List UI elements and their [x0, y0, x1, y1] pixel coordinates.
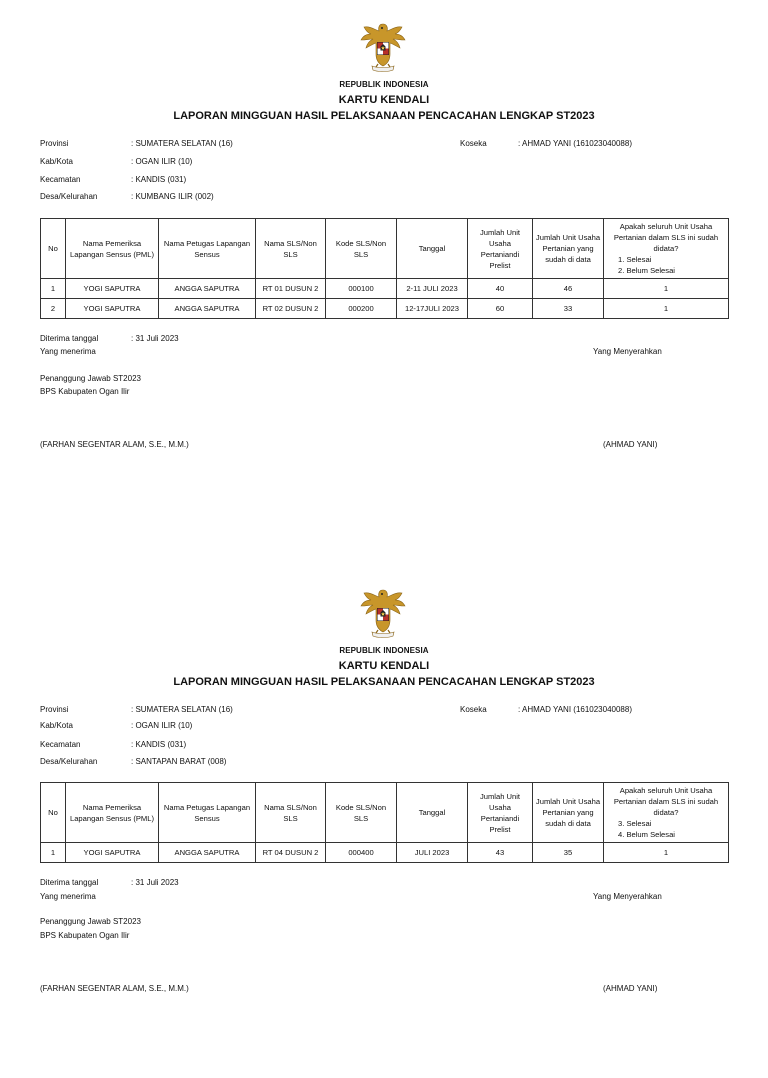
kartu-kendali-form-2	[0, 566, 768, 1078]
cell-petugas: ANGGA SAPUTRA	[159, 843, 256, 863]
kecamatan-label: Kecamatan	[40, 740, 81, 749]
cell-prelist: 43	[468, 843, 533, 863]
cell-pml: YOGI SAPUTRA	[66, 279, 159, 299]
diterima-value: : 31 Juli 2023	[131, 334, 179, 343]
cell-status: 1	[604, 279, 729, 299]
yang-menyerahkan-label: Yang Menyerahkan	[593, 892, 662, 901]
cell-tanggal: 12-17JULI 2023	[397, 299, 468, 319]
yang-menerima-label: Yang menerima	[40, 892, 96, 901]
option-belum-selesai: 2. Belum Selesai	[618, 266, 675, 275]
table-row	[41, 843, 729, 863]
apakah-question: Apakah seluruh Unit Usaha Pertanian dalam SLS ini sudah didata?	[613, 222, 719, 253]
col-header-jumlah-prelist: Jumlah Unit Usaha Pertaniandi Prelist	[468, 219, 533, 279]
col-header-apakah	[604, 783, 729, 843]
cell-kode-sls: 000400	[326, 843, 397, 863]
col-header-jumlah-prelist: Jumlah Unit Usaha Pertaniandi Prelist	[468, 783, 533, 843]
yang-menyerahkan-label: Yang Menyerahkan	[593, 347, 662, 356]
cell-no: 2	[41, 299, 66, 319]
cell-nama-sls: RT 01 DUSUN 2	[256, 279, 326, 299]
cell-didata: 46	[533, 279, 604, 299]
col-header-no: No	[41, 219, 66, 279]
col-header-tanggal: Tanggal	[397, 783, 468, 843]
kartu-kendali-table	[40, 782, 729, 863]
kecamatan-value: : KANDIS (031)	[131, 740, 187, 749]
kabkota-value: : OGAN ILIR (10)	[131, 157, 193, 166]
republik-heading: REPUBLIK INDONESIA	[339, 646, 429, 655]
col-header-nama-sls: Nama SLS/Non SLS	[256, 783, 326, 843]
cell-tanggal: JULI 2023	[397, 843, 468, 863]
cell-no: 1	[41, 279, 66, 299]
desa-label: Desa/Kelurahan	[40, 757, 98, 766]
col-header-pml: Nama Pemeriksa Lapangan Sensus (PML)	[66, 219, 159, 279]
cell-nama-sls: RT 04 DUSUN 2	[256, 843, 326, 863]
cell-status: 1	[604, 843, 729, 863]
apakah-question: Apakah seluruh Unit Usaha Pertanian dalam SLS ini sudah didata?	[613, 786, 719, 817]
desa-value: : KUMBANG ILIR (002)	[131, 192, 214, 201]
kabkota-value: : OGAN ILIR (10)	[131, 721, 193, 730]
diterima-value: : 31 Juli 2023	[131, 878, 179, 887]
kartu-kendali-form-1	[0, 0, 768, 512]
option-selesai: 1. Selesai	[618, 255, 652, 264]
yang-menerima-label: Yang menerima	[40, 347, 96, 356]
laporan-title: LAPORAN MINGGUAN HASIL PELAKSANAAN PENCACAHAN LENGKAP ST2023	[173, 676, 595, 688]
provinsi-label: Provinsi	[40, 705, 69, 714]
garuda-emblem-icon	[358, 20, 408, 74]
kartu-kendali-table	[40, 218, 729, 319]
table-row	[41, 299, 729, 319]
col-header-petugas: Nama Petugas Lapangan Sensus	[159, 783, 256, 843]
kecamatan-value: : KANDIS (031)	[131, 175, 187, 184]
cell-kode-sls: 000100	[326, 279, 397, 299]
signature-name-right: (AHMAD YANI)	[603, 984, 658, 993]
diterima-label: Diterima tanggal	[40, 334, 99, 343]
cell-tanggal: 2-11 JULI 2023	[397, 279, 468, 299]
col-header-no: No	[41, 783, 66, 843]
penanggung-jawab-label: Penanggung Jawab ST2023	[40, 917, 141, 926]
table-row	[41, 279, 729, 299]
republik-heading: REPUBLIK INDONESIA	[339, 80, 429, 89]
kecamatan-label: Kecamatan	[40, 175, 81, 184]
cell-prelist: 40	[468, 279, 533, 299]
bps-label: BPS Kabupaten Ogan Ilir	[40, 387, 130, 396]
bps-label: BPS Kabupaten Ogan Ilir	[40, 931, 130, 940]
cell-pml: YOGI SAPUTRA	[66, 299, 159, 319]
signature-name-right: (AHMAD YANI)	[603, 440, 658, 449]
col-header-pml: Nama Pemeriksa Lapangan Sensus (PML)	[66, 783, 159, 843]
provinsi-value: : SUMATERA SELATAN (16)	[131, 705, 233, 714]
cell-no: 1	[41, 843, 66, 863]
kartu-title: KARTU KENDALI	[338, 660, 430, 672]
diterima-label: Diterima tanggal	[40, 878, 99, 887]
koseka-value: : AHMAD YANI (161023040088)	[518, 705, 632, 714]
signature-name-left: (FARHAN SEGENTAR ALAM, S.E., M.M.)	[40, 984, 189, 993]
col-header-jumlah-didata: Jumlah Unit Usaha Pertanian yang sudah di data	[533, 219, 604, 279]
kabkota-label: Kab/Kota	[40, 157, 73, 166]
cell-prelist: 60	[468, 299, 533, 319]
koseka-value: : AHMAD YANI (161023040088)	[518, 139, 632, 148]
garuda-emblem-icon	[358, 586, 408, 640]
option-selesai: 3. Selesai	[618, 819, 652, 828]
cell-petugas: ANGGA SAPUTRA	[159, 299, 256, 319]
col-header-apakah	[604, 219, 729, 279]
kartu-title: KARTU KENDALI	[338, 94, 430, 106]
col-header-nama-sls: Nama SLS/Non SLS	[256, 219, 326, 279]
cell-status: 1	[604, 299, 729, 319]
cell-kode-sls: 000200	[326, 299, 397, 319]
cell-didata: 33	[533, 299, 604, 319]
table-header-row	[41, 783, 729, 843]
option-belum-selesai: 4. Belum Selesai	[618, 830, 675, 839]
provinsi-label: Provinsi	[40, 139, 69, 148]
kabkota-label: Kab/Kota	[40, 721, 73, 730]
koseka-label: Koseka	[460, 139, 487, 148]
col-header-kode-sls: Kode SLS/Non SLS	[326, 219, 397, 279]
penanggung-jawab-label: Penanggung Jawab ST2023	[40, 374, 141, 383]
col-header-jumlah-didata: Jumlah Unit Usaha Pertanian yang sudah di data	[533, 783, 604, 843]
cell-didata: 35	[533, 843, 604, 863]
col-header-tanggal: Tanggal	[397, 219, 468, 279]
cell-petugas: ANGGA SAPUTRA	[159, 279, 256, 299]
table-header-row	[41, 219, 729, 279]
col-header-kode-sls: Kode SLS/Non SLS	[326, 783, 397, 843]
signature-name-left: (FARHAN SEGENTAR ALAM, S.E., M.M.)	[40, 440, 189, 449]
cell-pml: YOGI SAPUTRA	[66, 843, 159, 863]
cell-nama-sls: RT 02 DUSUN 2	[256, 299, 326, 319]
desa-label: Desa/Kelurahan	[40, 192, 98, 201]
laporan-title: LAPORAN MINGGUAN HASIL PELAKSANAAN PENCACAHAN LENGKAP ST2023	[173, 110, 595, 122]
provinsi-value: : SUMATERA SELATAN (16)	[131, 139, 233, 148]
desa-value: : SANTAPAN BARAT (008)	[131, 757, 227, 766]
koseka-label: Koseka	[460, 705, 487, 714]
col-header-petugas: Nama Petugas Lapangan Sensus	[159, 219, 256, 279]
